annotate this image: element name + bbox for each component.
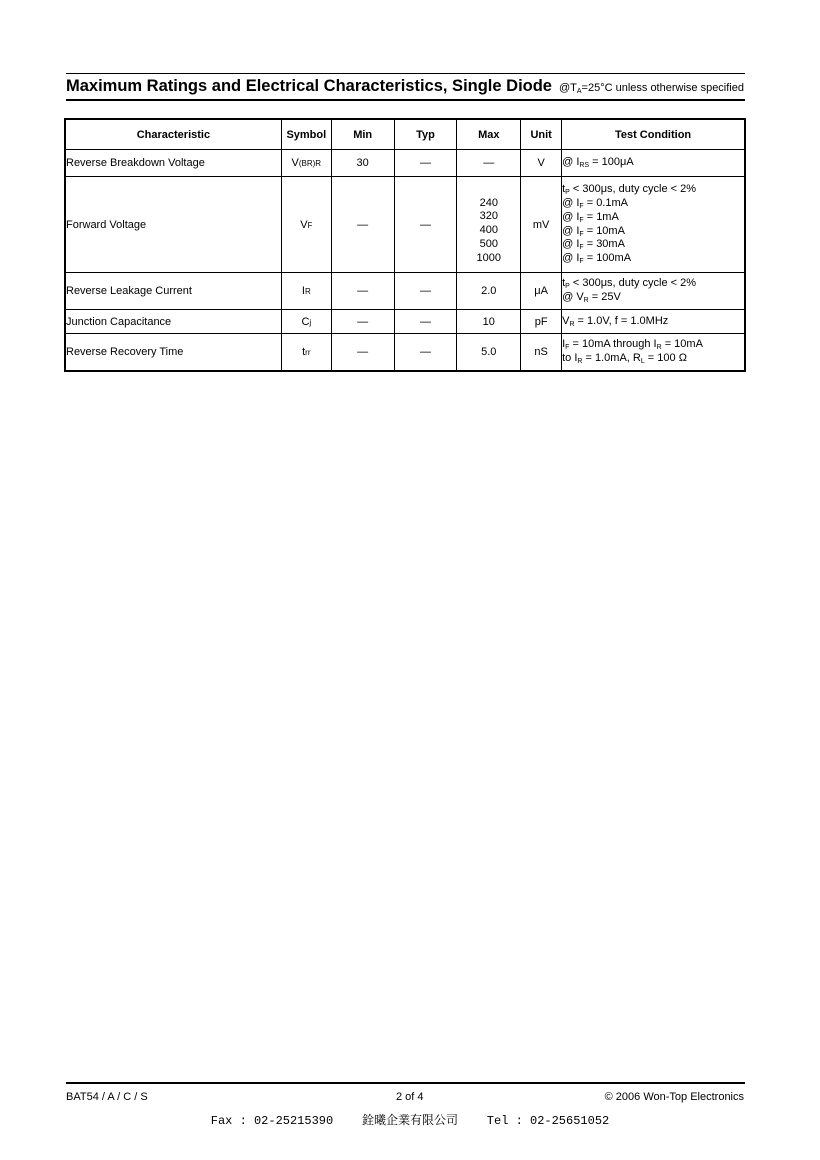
cond-line xyxy=(562,238,744,252)
fax-contact-line: Fax : 02-25215390 銓曦企業有限公司 Tel : 02-25651052 xyxy=(210,1114,610,1128)
header xyxy=(66,77,745,99)
table-row-forward xyxy=(65,177,745,273)
cond-line xyxy=(562,291,744,305)
table-row-breakdown xyxy=(65,150,745,177)
table-row-capacitance xyxy=(65,310,745,334)
characteristic-cell: Forward Voltage xyxy=(65,177,281,273)
cond-sub: L xyxy=(640,357,645,365)
cond-suffix: = 10mA xyxy=(583,224,625,237)
title-underline xyxy=(66,99,745,101)
unit-cell: pF xyxy=(521,310,562,334)
unit-cell: μA xyxy=(521,273,562,310)
symbol-sub: F xyxy=(307,220,313,230)
header-condition-sub: A xyxy=(576,88,582,95)
footer-rule xyxy=(66,1082,745,1084)
cond-line xyxy=(562,352,744,366)
cond-suffix: < 300μs, duty cycle < 2% xyxy=(569,183,697,196)
typ-cell: — xyxy=(394,310,457,334)
cond-line xyxy=(562,277,744,291)
cond-suffix: = 0.1mA xyxy=(583,197,628,210)
symbol-sub: (BR)R xyxy=(298,159,322,168)
min-cell: 30 xyxy=(331,150,394,177)
column-header: Unit xyxy=(521,119,562,150)
min-cell: — xyxy=(331,310,394,334)
column-header: Test Condition xyxy=(562,119,745,150)
top-rule xyxy=(66,73,745,74)
cond-sub: RS xyxy=(579,162,590,170)
cond-suffix: = 1.0V, f = 1.0MHz xyxy=(574,314,669,327)
test-condition-cell xyxy=(562,150,745,177)
cond-sub: R xyxy=(656,344,662,352)
cond-sub: R xyxy=(583,297,589,304)
symbol-main: V xyxy=(291,157,299,169)
typ-cell: — xyxy=(394,273,457,310)
column-header: Symbol xyxy=(281,119,331,150)
characteristic-cell: Reverse Leakage Current xyxy=(65,273,281,310)
symbol-main: C xyxy=(301,315,310,328)
ratings-table xyxy=(64,118,746,372)
cond-prefix: @ I xyxy=(562,251,580,264)
test-condition-cell xyxy=(562,273,745,310)
max-cell: 5.0 xyxy=(457,334,521,371)
cond-sub: F xyxy=(579,203,584,211)
characteristic-cell: Junction Capacitance xyxy=(65,310,281,334)
cond-prefix: @ I xyxy=(562,210,580,223)
cond-part: = 10mA through I xyxy=(569,338,657,351)
max-value: 500 xyxy=(479,237,498,250)
cond-suffix: < 300μs, duty cycle < 2% xyxy=(569,277,697,290)
header-condition xyxy=(559,82,744,94)
cond-suffix: = 30mA xyxy=(583,238,625,251)
column-header: Typ xyxy=(394,119,457,150)
cond-sub: F xyxy=(579,257,584,265)
header-condition-suffix: =25°C unless otherwise specified xyxy=(581,82,744,94)
min-cell: — xyxy=(331,334,394,371)
symbol-sub: rr xyxy=(305,347,311,357)
table-row-leakage xyxy=(65,273,745,310)
min-cell: — xyxy=(331,177,394,273)
column-header: Characteristic xyxy=(65,119,281,150)
cond-prefix: @ I xyxy=(562,197,580,210)
page-title: Maximum Ratings and Electrical Characteristics, Single Diode xyxy=(66,77,552,95)
cond-prefix: V xyxy=(562,314,570,327)
max-cell: 2.0 xyxy=(457,273,521,310)
cond-suffix: = 100mA xyxy=(583,251,632,264)
column-header: Min xyxy=(331,119,394,150)
cond-part: = 1.0mA, R xyxy=(582,351,641,364)
cond-prefix: @ I xyxy=(562,238,580,251)
characteristic-cell: Reverse Breakdown Voltage xyxy=(65,150,281,177)
footer-copyright: © 2006 Won-Top Electronics xyxy=(604,1091,744,1103)
cond-line xyxy=(562,197,744,211)
cond-prefix: t xyxy=(562,277,566,290)
table-header-row xyxy=(65,119,745,150)
cond-sub: F xyxy=(579,216,584,224)
min-cell: — xyxy=(331,273,394,310)
typ-cell: — xyxy=(394,150,457,177)
cond-prefix: @ I xyxy=(562,156,580,169)
cond-line xyxy=(562,183,744,197)
header-condition-prefix: @T xyxy=(558,82,577,94)
max-value: 320 xyxy=(479,210,498,223)
cond-prefix: t xyxy=(562,183,566,196)
max-cell: 10 xyxy=(457,310,521,334)
typ-cell: — xyxy=(394,334,457,371)
symbol-sub: R xyxy=(304,287,311,296)
test-condition-cell xyxy=(562,334,745,371)
typ-cell: — xyxy=(394,177,457,273)
symbol-main: V xyxy=(300,218,308,231)
cond-suffix: = 25V xyxy=(588,291,621,303)
cond-sub: P xyxy=(565,189,570,197)
max-value: 1000 xyxy=(476,251,502,264)
table-row-recovery xyxy=(65,334,745,371)
cond-suffix: = 100μA xyxy=(589,156,634,169)
symbol-main: t xyxy=(302,345,306,358)
column-header: Max xyxy=(457,119,521,150)
test-condition-cell xyxy=(562,310,745,334)
cond-line xyxy=(562,338,744,352)
unit-cell: mV xyxy=(521,177,562,273)
characteristic-cell: Reverse Recovery Time xyxy=(65,334,281,371)
unit-cell: V xyxy=(521,150,562,177)
footer xyxy=(66,1091,745,1105)
cond-sub: R xyxy=(577,357,583,365)
footer-part-number: BAT54 / A / C / S xyxy=(66,1091,148,1103)
symbol-cell xyxy=(281,150,331,177)
cond-prefix: @ I xyxy=(562,224,580,237)
unit-cell: nS xyxy=(521,334,562,371)
cond-prefix: @ V xyxy=(562,291,584,303)
max-value: 400 xyxy=(479,224,498,237)
cond-sub: F xyxy=(579,244,584,252)
cond-sub: F xyxy=(579,230,584,238)
symbol-cell xyxy=(281,310,331,334)
cond-sub: R xyxy=(569,320,575,328)
symbol-sub: j xyxy=(309,317,312,327)
symbol-cell xyxy=(281,273,331,310)
cond-part: I xyxy=(562,338,566,351)
symbol-cell xyxy=(281,334,331,371)
cond-line xyxy=(562,252,744,266)
max-cell: — xyxy=(457,150,521,177)
cond-line xyxy=(562,225,744,239)
cond-part: to I xyxy=(562,351,578,364)
cond-part: = 100 Ω xyxy=(644,351,687,364)
max-value: 240 xyxy=(479,196,498,209)
cond-line xyxy=(562,211,744,225)
max-cell xyxy=(457,177,521,273)
footer-page-number: 2 of 4 xyxy=(396,1091,424,1103)
test-condition-cell xyxy=(562,177,745,273)
cond-suffix: = 1mA xyxy=(583,210,619,223)
cond-sub: P xyxy=(565,283,570,291)
symbol-cell xyxy=(281,177,331,273)
cond-sub: F xyxy=(565,344,570,352)
symbol-main: I xyxy=(301,285,305,297)
cond-part: = 10mA xyxy=(661,338,703,351)
